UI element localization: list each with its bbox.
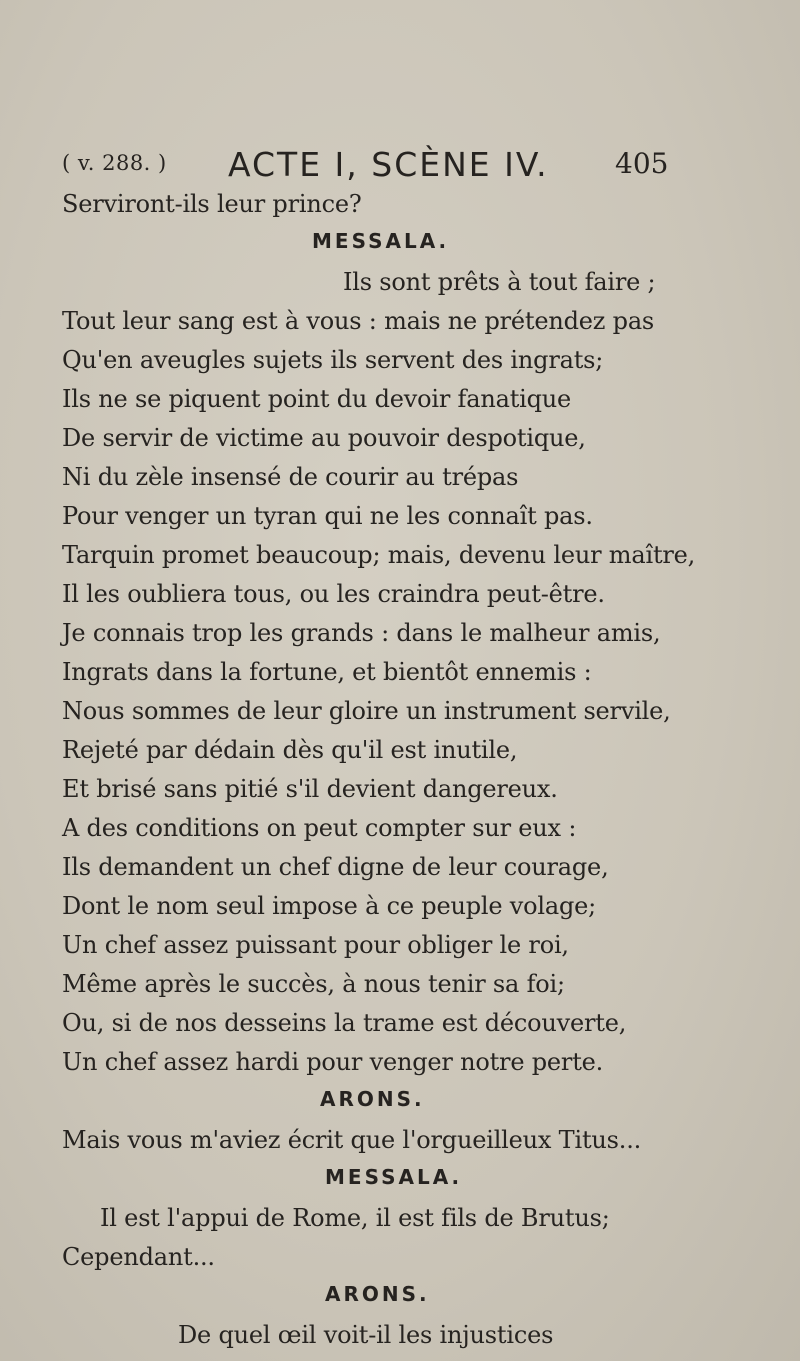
verse-line: Et brisé sans pitié s'il devient dangereux. xyxy=(62,775,558,803)
verse-line: Qu'en aveugles sujets ils servent des ingrats; xyxy=(62,346,604,374)
verse-line: Ni du zèle insensé de courir au trépas xyxy=(62,463,519,491)
verse-line: Serviront-ils leur prince? xyxy=(62,190,362,218)
verse-line: Même après le succès, à nous tenir sa foi; xyxy=(62,970,565,998)
verse-line: Rejeté par dédain dès qu'il est inutile, xyxy=(62,736,518,764)
verse-line: Tarquin promet beaucoup; mais, devenu leur maître, xyxy=(62,541,696,569)
verse-line: Il les oubliera tous, ou les craindra peut-être. xyxy=(62,580,605,608)
act-scene-title: ACTE I, SCÈNE IV. xyxy=(228,145,549,184)
verse-line: A des conditions on peut compter sur eux : xyxy=(62,814,577,842)
speaker-name: MESSALA. xyxy=(312,229,450,253)
verse-line: Tout leur sang est à vous : mais ne prétendez pas xyxy=(62,307,655,335)
verse-line: Nous sommes de leur gloire un instrument servile, xyxy=(62,697,671,725)
verse-line: Mais vous m'aviez écrit que l'orgueilleux Titus... xyxy=(62,1126,642,1154)
verse-line: Pour venger un tyran qui ne les connaît pas. xyxy=(62,502,593,530)
speaker-name: MESSALA. xyxy=(325,1165,463,1189)
verse-line: Dont le nom seul impose à ce peuple volage; xyxy=(62,892,597,920)
page-number: 405 xyxy=(615,147,669,180)
running-header xyxy=(0,145,800,185)
verse-line: Cependant... xyxy=(62,1243,215,1271)
verse-line: Ils demandent un chef digne de leur courage, xyxy=(62,853,609,881)
speaker-name: ARONS. xyxy=(325,1282,430,1306)
verse-line: Il est l'appui de Rome, il est fils de Brutus; xyxy=(100,1204,610,1232)
verse-line: De servir de victime au pouvoir despotique, xyxy=(62,424,586,452)
speaker-name: ARONS. xyxy=(320,1087,425,1111)
verse-line: Un chef assez hardi pour venger notre perte. xyxy=(62,1048,604,1076)
verse-line: Un chef assez puissant pour obliger le roi, xyxy=(62,931,569,959)
verse-reference: ( v. 288. ) xyxy=(62,151,167,175)
verse-line: Ils sont prêts à tout faire ; xyxy=(343,268,656,296)
verse-line: Ingrats dans la fortune, et bientôt ennemis : xyxy=(62,658,592,686)
verse-line: Ou, si de nos desseins la trame est découverte, xyxy=(62,1009,627,1037)
verse-line: De quel œil voit-il les injustices xyxy=(178,1321,554,1349)
verse-line: Ils ne se piquent point du devoir fanatique xyxy=(62,385,572,413)
verse-line: Je connais trop les grands : dans le malheur amis, xyxy=(62,619,661,647)
